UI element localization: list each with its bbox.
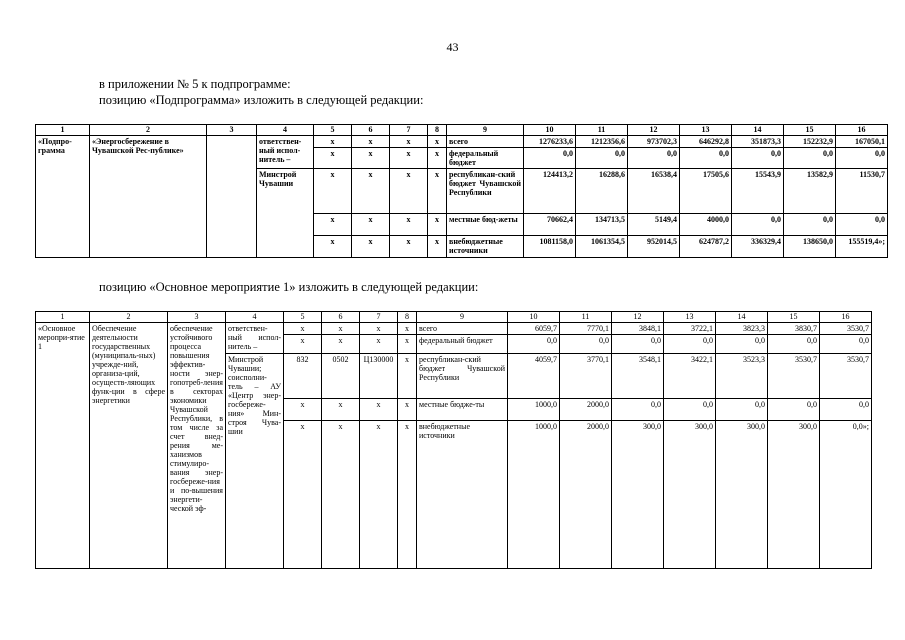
value-cell: 2000,0	[560, 421, 612, 569]
cell: x	[314, 148, 352, 169]
value-cell: 3422,1	[664, 354, 716, 399]
responsible-label-cell: ответствен-ный испол-нитель –	[257, 136, 314, 169]
col-number: 7	[360, 312, 398, 323]
col-number: 16	[820, 312, 872, 323]
cell: x	[428, 169, 447, 214]
value-cell: 7770,1	[560, 323, 612, 335]
value-cell: 1000,0	[508, 399, 560, 421]
value-cell: 155519,4»;	[836, 236, 888, 258]
value-cell: 0,0	[820, 335, 872, 354]
source-cell: всего	[447, 136, 524, 148]
col-number: 13	[664, 312, 716, 323]
value-cell: 1000,0	[508, 421, 560, 569]
col-number: 1	[36, 312, 90, 323]
cell: x	[398, 323, 417, 335]
intro-line-1: в приложении № 5 к подпрограмме:	[99, 77, 291, 91]
source-cell: внебюджетные источники	[417, 421, 508, 569]
activity-name-cell: Обеспечение деятельности государственных (муниципаль-ных) учрежде-ний, организа-ций, осуществ-ляющих функ-ции в сфере энергетики	[90, 323, 168, 569]
section-heading: позицию «Основное мероприятие 1» изложить в следующей редакции:	[99, 280, 479, 294]
value-cell: 0,0	[524, 148, 576, 169]
col-number: 9	[417, 312, 508, 323]
col-number: 13	[680, 125, 732, 136]
col-number: 4	[226, 312, 284, 323]
subprogram-status-cell: «Подпро-грамма	[36, 136, 90, 258]
col-number: 5	[314, 125, 352, 136]
value-cell: 0,0	[836, 148, 888, 169]
col-number: 12	[628, 125, 680, 136]
col-number: 8	[398, 312, 417, 323]
cell: x	[284, 335, 322, 354]
responsible-org-cell: Минстрой Чувашии; соисполни-тель – АУ «Центр энер-госбереже-ния» Мин-строя Чува-шии	[226, 354, 284, 569]
value-cell: 70662,4	[524, 214, 576, 236]
cell: x	[360, 335, 398, 354]
value-cell: 300,0	[768, 421, 820, 569]
value-cell: 0,0	[836, 214, 888, 236]
col-number: 10	[524, 125, 576, 136]
col-number: 15	[768, 312, 820, 323]
col-number: 11	[576, 125, 628, 136]
value-cell: 0,0	[732, 148, 784, 169]
col-number: 4	[257, 125, 314, 136]
cell: x	[428, 136, 447, 148]
value-cell: 0,0	[784, 148, 836, 169]
value-cell: 3530,7	[768, 354, 820, 399]
value-cell: 3530,7	[820, 323, 872, 335]
value-cell: 17505,6	[680, 169, 732, 214]
cell: x	[428, 236, 447, 258]
value-cell: 0,0	[716, 335, 768, 354]
col-number: 10	[508, 312, 560, 323]
activity-status-cell: «Основное меропри-ятие 1	[36, 323, 90, 569]
column-number-row	[36, 125, 888, 136]
value-cell: 167050,1	[836, 136, 888, 148]
value-cell: 138650,0	[784, 236, 836, 258]
value-cell: 3770,1	[560, 354, 612, 399]
cell: x	[284, 399, 322, 421]
col-number: 15	[784, 125, 836, 136]
value-cell: 300,0	[716, 421, 768, 569]
source-cell: федеральный бюджет	[417, 335, 508, 354]
value-cell: 4000,0	[680, 214, 732, 236]
value-cell: 0,0	[768, 399, 820, 421]
cell: Ц130000	[360, 354, 398, 399]
source-cell: местные бюд-жеты	[447, 214, 524, 236]
col-number: 6	[352, 125, 390, 136]
value-cell: 973702,3	[628, 136, 680, 148]
source-cell: республикан-ский бюджет Чувашской Республики	[417, 354, 508, 399]
value-cell: 15543,9	[732, 169, 784, 214]
value-cell: 11530,7	[836, 169, 888, 214]
cell: x	[314, 136, 352, 148]
cell: x	[360, 399, 398, 421]
source-cell: республикан-ский бюджет Чувашской Республики	[447, 169, 524, 214]
col-number: 1	[36, 125, 90, 136]
col-number: 9	[447, 125, 524, 136]
value-cell: 0,0	[784, 214, 836, 236]
cell: x	[390, 214, 428, 236]
value-cell: 0,0	[664, 399, 716, 421]
value-cell: 952014,5	[628, 236, 680, 258]
value-cell: 3523,3	[716, 354, 768, 399]
value-cell: 3722,1	[664, 323, 716, 335]
cell: x	[398, 421, 417, 569]
value-cell: 624787,2	[680, 236, 732, 258]
value-cell: 0,0	[768, 335, 820, 354]
value-cell: 4059,7	[508, 354, 560, 399]
source-cell: внебюджетные источники	[447, 236, 524, 258]
cell: x	[390, 136, 428, 148]
responsible-org-cell: Минстрой Чувашии	[257, 169, 314, 258]
col-number: 16	[836, 125, 888, 136]
value-cell: 5149,4	[628, 214, 680, 236]
value-cell: 1212356,6	[576, 136, 628, 148]
column-number-row	[36, 312, 872, 323]
value-cell: 0,0	[716, 399, 768, 421]
cell: x	[314, 169, 352, 214]
value-cell: 0,0	[560, 335, 612, 354]
value-cell: 0,0	[576, 148, 628, 169]
source-cell: всего	[417, 323, 508, 335]
subprogram-table	[35, 124, 888, 258]
value-cell: 152232,9	[784, 136, 836, 148]
cell: x	[284, 421, 322, 569]
value-cell: 3848,1	[612, 323, 664, 335]
cell: x	[428, 214, 447, 236]
value-cell: 646292,8	[680, 136, 732, 148]
table-row	[36, 136, 888, 148]
cell: x	[352, 214, 390, 236]
value-cell: 124413,2	[524, 169, 576, 214]
cell: x	[322, 323, 360, 335]
col-number: 7	[390, 125, 428, 136]
col-number: 2	[90, 125, 207, 136]
value-cell: 3548,1	[612, 354, 664, 399]
value-cell: 300,0	[612, 421, 664, 569]
source-cell: местные бюдже-ты	[417, 399, 508, 421]
value-cell: 1061354,5	[576, 236, 628, 258]
cell: x	[360, 323, 398, 335]
cell: x	[398, 399, 417, 421]
intro-line-2: позицию «Подпрограмма» изложить в следующей редакции:	[99, 93, 424, 107]
cell: x	[360, 421, 398, 569]
source-cell: федеральный бюджет	[447, 148, 524, 169]
cell: x	[398, 354, 417, 399]
cell: x	[322, 399, 360, 421]
col-number: 5	[284, 312, 322, 323]
col-number: 14	[716, 312, 768, 323]
value-cell: 351873,3	[732, 136, 784, 148]
cell: x	[390, 148, 428, 169]
value-cell: 0,0»;	[820, 421, 872, 569]
cell: x	[322, 421, 360, 569]
responsible-label-cell: ответствен-ный испол-нитель –	[226, 323, 284, 354]
value-cell: 13582,9	[784, 169, 836, 214]
value-cell: 1081158,0	[524, 236, 576, 258]
value-cell: 6059,7	[508, 323, 560, 335]
subprogram-name-cell: «Энергосбережение в Чувашской Рес-публике»	[90, 136, 207, 258]
value-cell: 0,0	[680, 148, 732, 169]
value-cell: 134713,5	[576, 214, 628, 236]
cell: x	[322, 335, 360, 354]
cell: x	[428, 148, 447, 169]
value-cell: 0,0	[612, 399, 664, 421]
col-number: 2	[90, 312, 168, 323]
value-cell: 0,0	[664, 335, 716, 354]
value-cell: 0,0	[732, 214, 784, 236]
cell: x	[352, 148, 390, 169]
value-cell: 300,0	[664, 421, 716, 569]
col-number: 8	[428, 125, 447, 136]
cell: 832	[284, 354, 322, 399]
value-cell: 3823,3	[716, 323, 768, 335]
subprogram-col3-cell	[207, 136, 257, 258]
col-number: 11	[560, 312, 612, 323]
value-cell: 3830,7	[768, 323, 820, 335]
col-number: 3	[207, 125, 257, 136]
cell: 0502	[322, 354, 360, 399]
value-cell: 336329,4	[732, 236, 784, 258]
value-cell: 0,0	[628, 148, 680, 169]
col-number: 3	[168, 312, 226, 323]
activity-goal-cell: обеспечение устойчивого процесса повышения эффектив-ности энер-гопотреб-ления в секторах экономики Чувашской Республики, в том числе за счет внед-рения ме-ханизмов стимулиро-вания энер-госбереже-ния и по-вышения энергети-ческой эф-	[168, 323, 226, 569]
cell: x	[314, 214, 352, 236]
cell: x	[352, 236, 390, 258]
cell: x	[284, 323, 322, 335]
col-number: 12	[612, 312, 664, 323]
cell: x	[352, 169, 390, 214]
value-cell: 3530,7	[820, 354, 872, 399]
value-cell: 0,0	[612, 335, 664, 354]
cell: x	[352, 136, 390, 148]
value-cell: 0,0	[820, 399, 872, 421]
cell: x	[390, 236, 428, 258]
page-number: 43	[446, 40, 459, 54]
value-cell: 2000,0	[560, 399, 612, 421]
value-cell: 1276233,6	[524, 136, 576, 148]
cell: x	[398, 335, 417, 354]
table-row	[36, 323, 872, 335]
main-activity-table	[35, 311, 872, 569]
value-cell: 16288,6	[576, 169, 628, 214]
value-cell: 16538,4	[628, 169, 680, 214]
col-number: 6	[322, 312, 360, 323]
cell: x	[390, 169, 428, 214]
value-cell: 0,0	[508, 335, 560, 354]
cell: x	[314, 236, 352, 258]
col-number: 14	[732, 125, 784, 136]
